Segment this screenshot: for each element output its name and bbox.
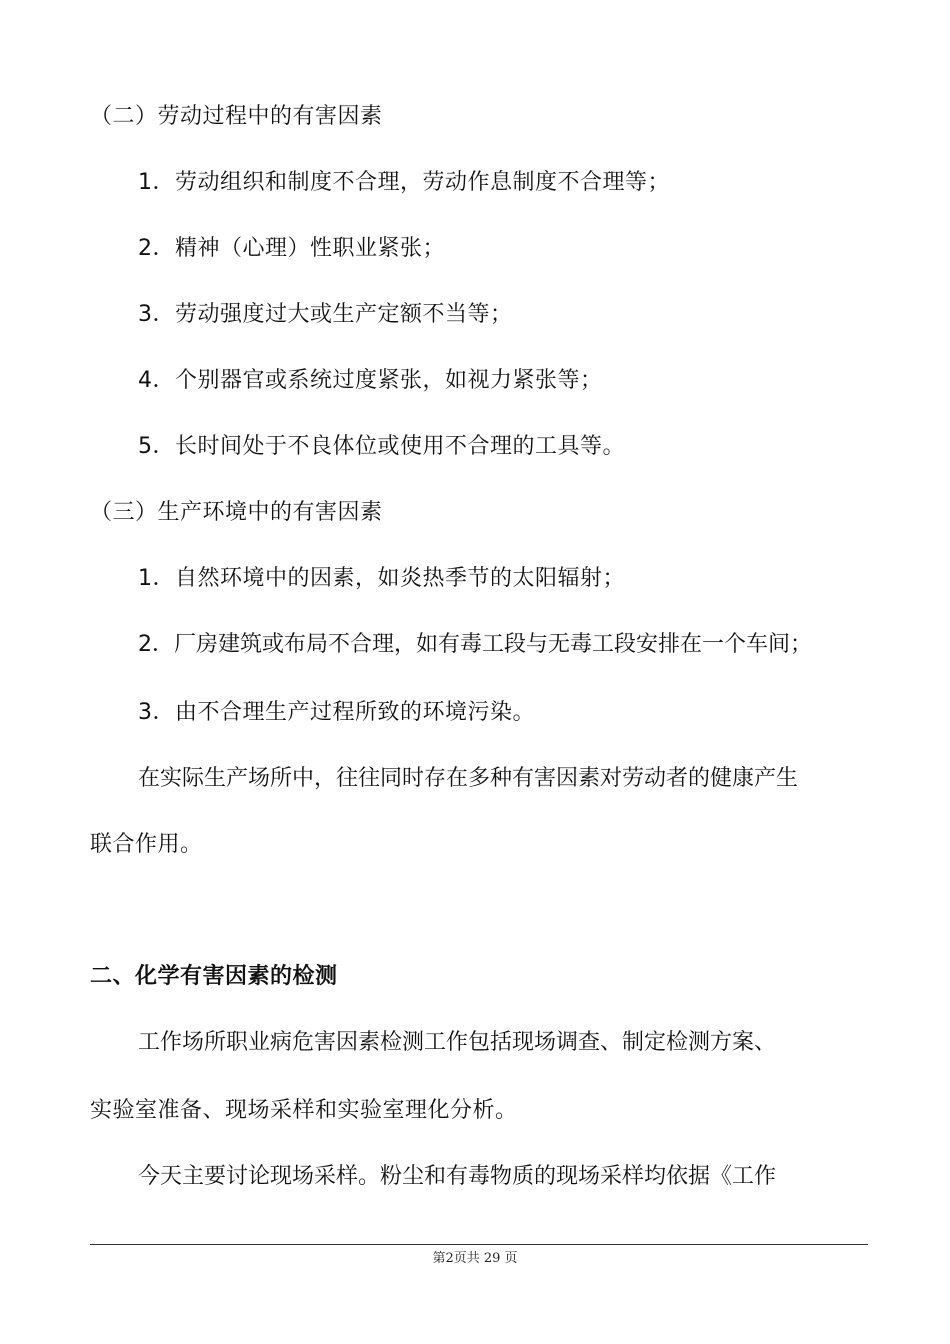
paragraph-line: 今天主要讨论现场采样。粉尘和有毒物质的现场采样均依据《工作 [138,1164,777,1189]
paragraph-line: 在实际生产场所中，往往同时存在多种有害因素对劳动者的健康产生 [138,766,799,791]
paragraph-line: 工作场所职业病危害因素检测工作包括现场调查、制定检测方案、 [138,1030,777,1055]
list-item: 1．劳动组织和制度不合理，劳动作息制度不合理等； [138,170,670,195]
list-item: 2．厂房建筑或布局不合理，如有毒工段与无毒工段安排在一个车间； [138,632,812,657]
list-item: 4．个别器官或系统过度紧张，如视力紧张等； [138,368,603,393]
section-heading-labor-process: （二）劳动过程中的有害因素 [90,104,383,129]
section-heading-environment: （三）生产环境中的有害因素 [90,500,383,525]
page-number: 第2页共 29 页 [432,1251,518,1266]
footer-divider [90,1244,868,1245]
list-item: 3．由不合理生产过程所致的环境污染。 [138,700,535,725]
list-item: 3．劳动强度过大或生产定额不当等； [138,302,513,327]
paragraph-line: 实验室准备、现场采样和实验室理化分析。 [90,1098,518,1123]
section-heading-chemical-detection: 二、化学有害因素的检测 [90,964,338,989]
paragraph-line: 联合作用。 [90,832,203,857]
list-item: 1．自然环境中的因素，如炎热季节的太阳辐射； [138,566,625,591]
list-item: 5．长时间处于不良体位或使用不合理的工具等。 [138,434,625,459]
list-item: 2．精神（心理）性职业紧张； [138,236,445,261]
